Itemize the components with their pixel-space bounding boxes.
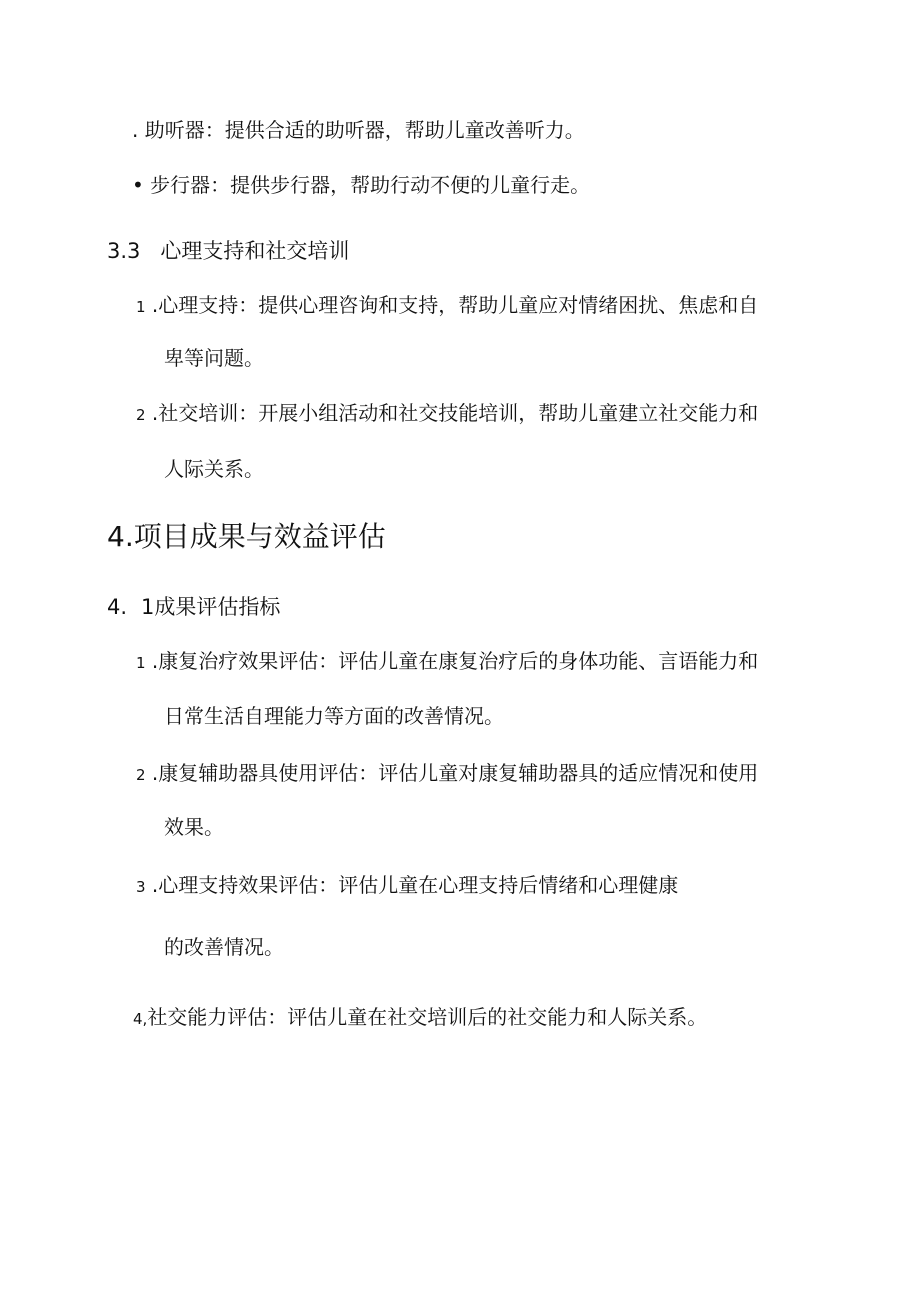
list-item-continuation	[164, 702, 504, 730]
list-item	[133, 1003, 707, 1033]
bullet-walker	[132, 171, 590, 199]
section-4-heading: 4.项目成果与效益评估	[107, 520, 386, 553]
list-item-continuation	[164, 455, 264, 483]
bullet-marker: .	[132, 118, 139, 142]
list-item-continuation	[164, 813, 224, 841]
item-number: 2	[136, 766, 146, 784]
item-text: 的改善情况。	[164, 935, 284, 959]
list-item	[136, 647, 758, 677]
section-4-1-heading	[107, 593, 280, 621]
bullet-text: 步行器：提供步行器，帮助行动不便的儿童行走。	[150, 173, 591, 197]
item-sep: .	[151, 873, 159, 897]
section-3-3-heading	[107, 237, 349, 265]
item-text: 效果。	[164, 815, 224, 839]
list-item	[136, 399, 758, 429]
item-number: 3	[136, 878, 146, 896]
item-text: 卑等问题。	[164, 346, 264, 370]
item-sep: .	[151, 293, 159, 317]
item-number: 4,	[133, 1010, 148, 1028]
item-text: 人际关系。	[164, 457, 264, 481]
list-item	[136, 291, 758, 321]
item-sep: .	[151, 401, 159, 425]
bullet-text: 助听器：提供合适的助听器，帮助儿童改善听力。	[144, 118, 585, 142]
bullet-hearing-aid	[132, 116, 585, 144]
item-text: 康复治疗效果评估：评估儿童在康复治疗后的身体功能、言语能力和	[158, 649, 759, 673]
item-text: 康复辅助器具使用评估：评估儿童对康复辅助器具的适应情况和使用	[158, 761, 759, 785]
list-item-continuation	[164, 344, 264, 372]
item-text: 社交培训：开展小组活动和社交技能培训，帮助儿童建立社交能力和	[158, 401, 759, 425]
bullet-marker: •	[132, 173, 144, 197]
section-number: 4.	[107, 595, 128, 619]
item-sep: .	[151, 649, 159, 673]
item-number: 1	[136, 298, 146, 316]
list-item	[136, 871, 678, 901]
section-number: 3.3	[107, 239, 141, 263]
list-item	[136, 759, 758, 789]
list-item-continuation	[164, 933, 284, 961]
item-text: 社交能力评估：评估儿童在社交培训后的社交能力和人际关系。	[147, 1005, 708, 1029]
item-text: 心理支持：提供心理咨询和支持，帮助儿童应对情绪困扰、焦虑和自	[158, 293, 759, 317]
item-text: 心理支持效果评估：评估儿童在心理支持后情绪和心理健康	[158, 873, 679, 897]
section-title: 心理支持和社交培训	[160, 239, 350, 263]
item-sep: .	[151, 761, 159, 785]
item-number: 1	[136, 654, 146, 672]
section-title: 1成果评估指标	[141, 595, 281, 619]
item-text: 日常生活自理能力等方面的改善情况。	[164, 704, 504, 728]
item-number: 2	[136, 406, 146, 424]
